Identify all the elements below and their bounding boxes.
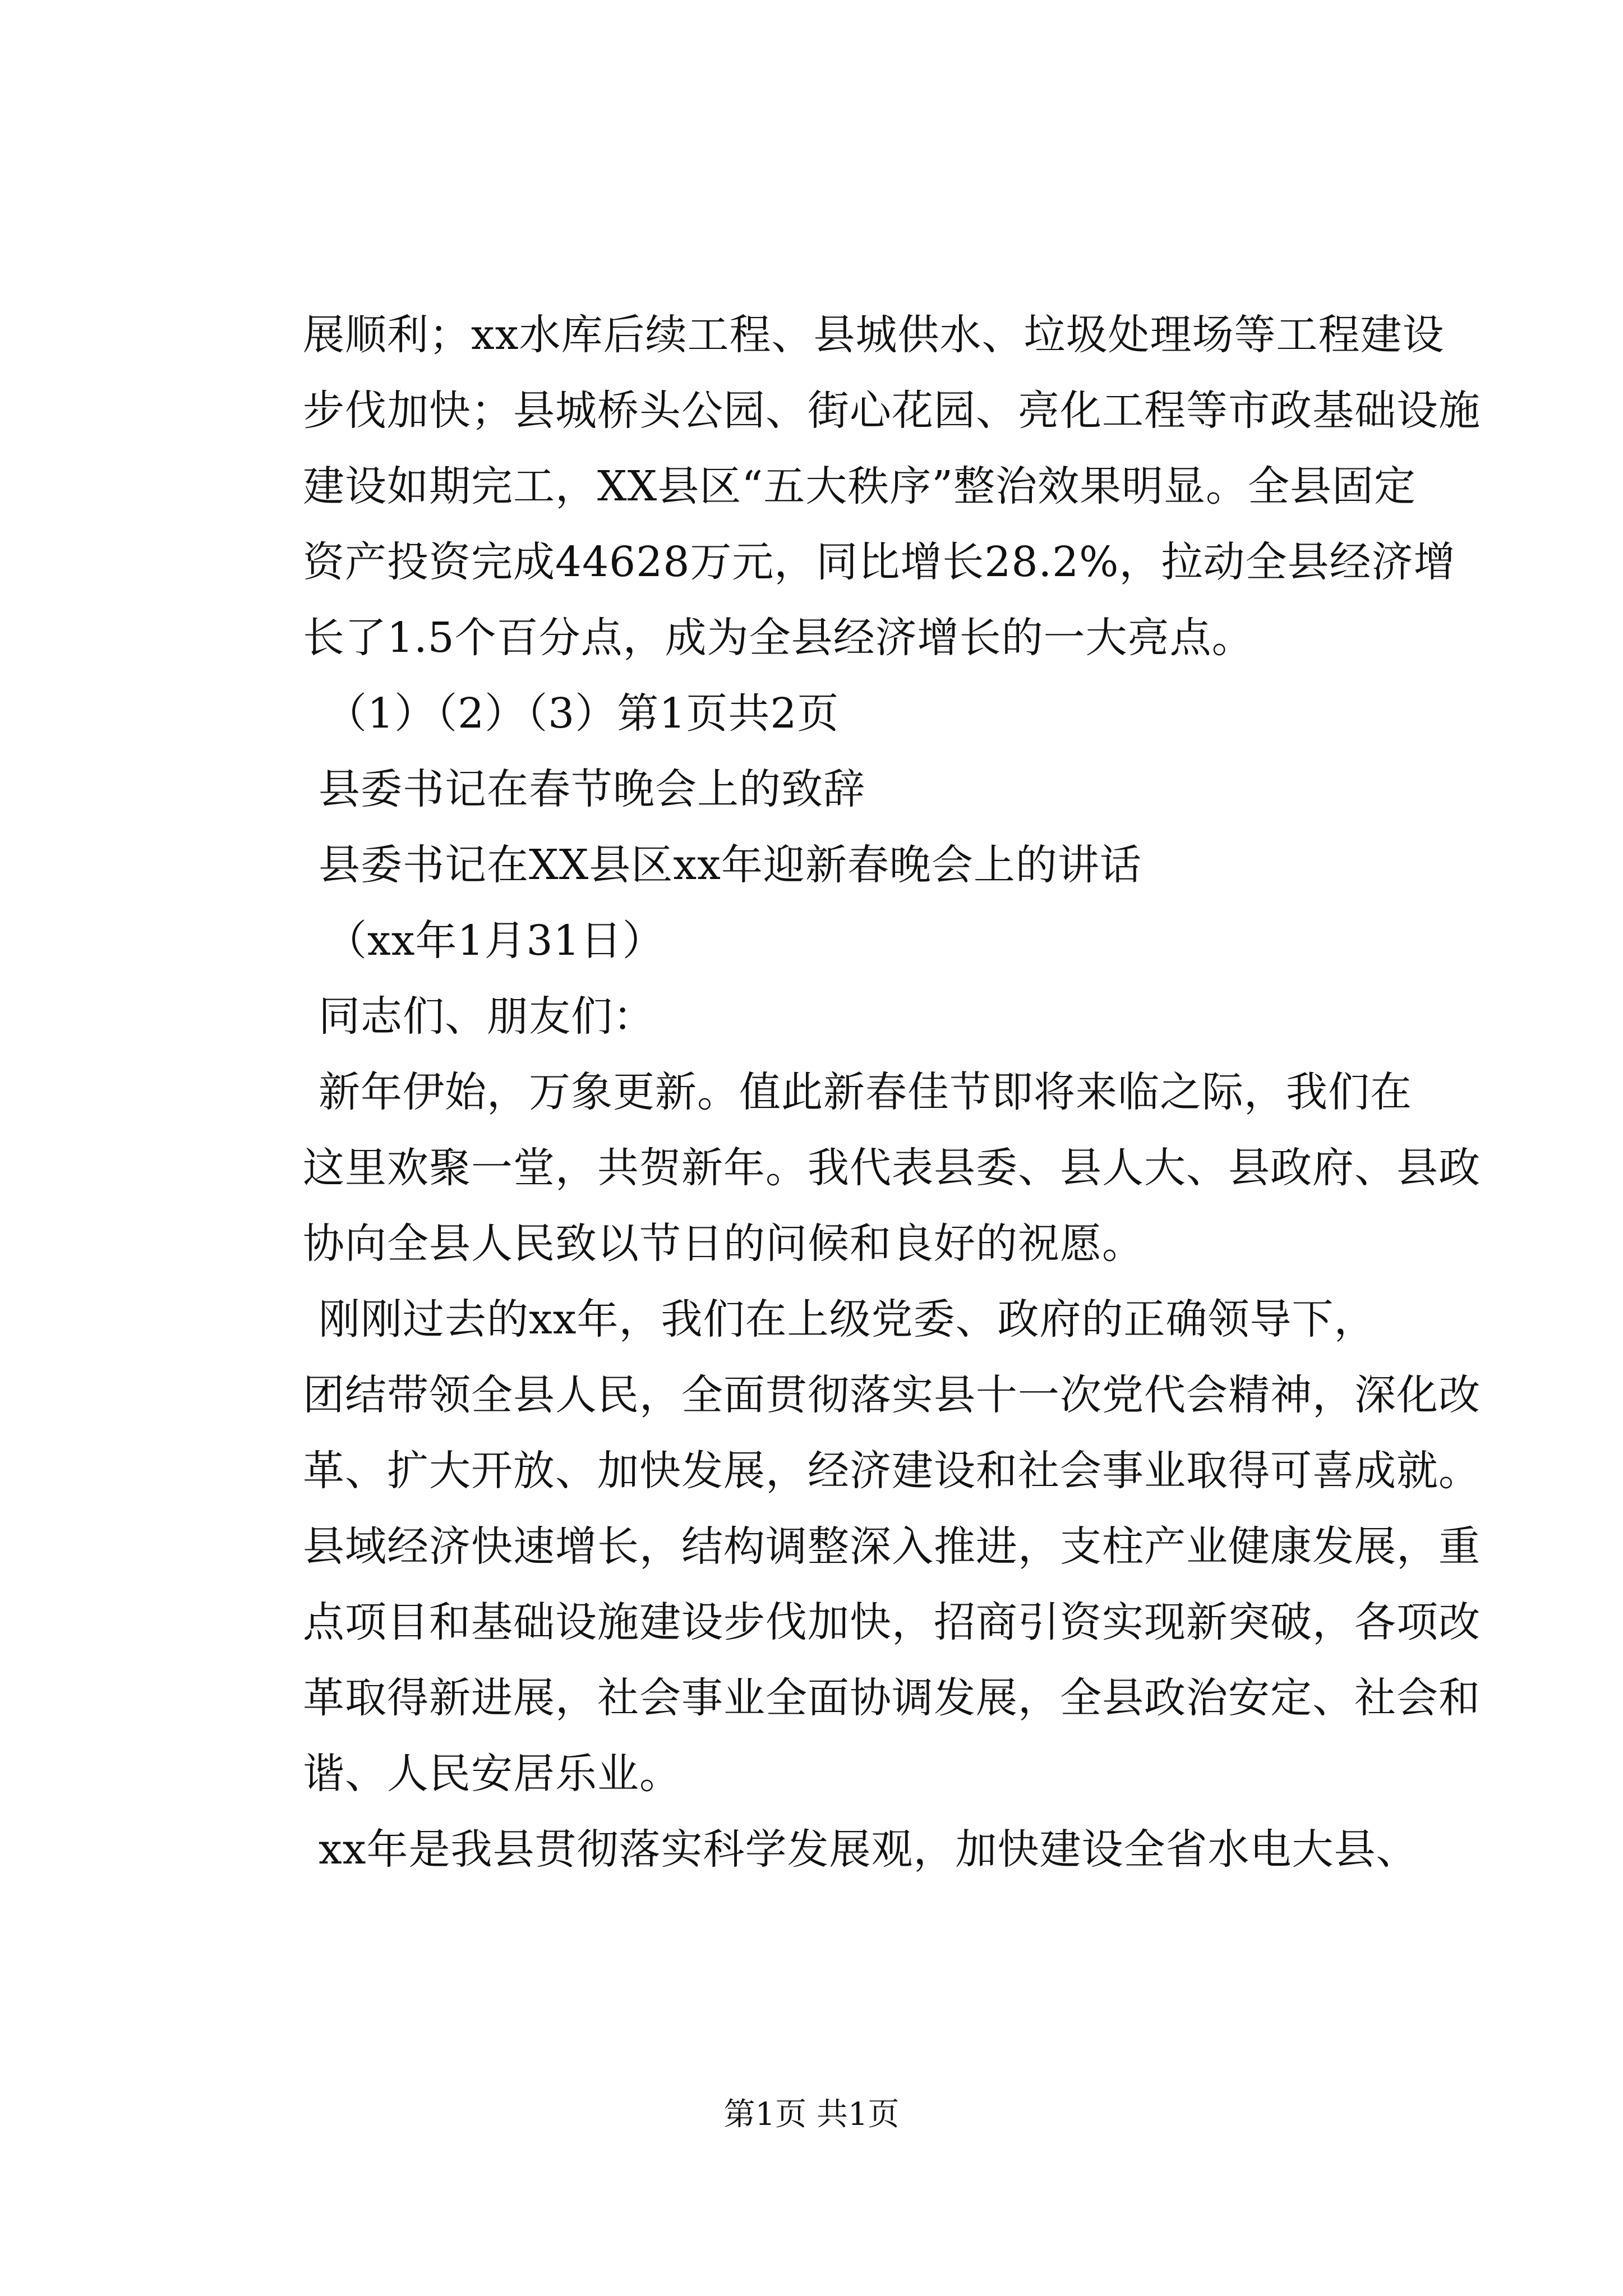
- text-line: 展顺利；xx水库后续工程、县城供水、垃圾处理场等工程建设: [303, 311, 1445, 359]
- paragraph-line: 革取得新进展，社会事业全面协调发展，全县政治安定、社会和: [303, 1674, 1481, 1722]
- speech-title: 县委书记在XX县区xx年迎新春晚会上的讲话: [319, 841, 1142, 889]
- paragraph-line: 团结带领全县人民，全面贯彻落实县十一次党代会精神，深化改: [303, 1371, 1481, 1419]
- text-line: 资产投资完成44628万元，同比增长28.2%，拉动全县经济增: [303, 538, 1456, 586]
- paragraph-line: 县域经济快速增长，结构调整深入推进，支柱产业健康发展，重: [303, 1522, 1481, 1571]
- text-line: 步伐加快；县城桥头公园、街心花园、亮化工程等市政基础设施: [303, 386, 1481, 435]
- paragraph-line: 点项目和基础设施建设步伐加快，招商引资实现新突破，各项改: [303, 1598, 1481, 1646]
- paragraph-line: xx年是我县贯彻落实科学发展观，加快建设全省水电大县、: [319, 1825, 1418, 1874]
- paragraph-line: 谐、人民安居乐业。: [303, 1750, 681, 1798]
- salutation: 同志们、朋友们：: [319, 992, 655, 1041]
- text-line: 长了1.5个百分点，成为全县经济增长的一大亮点。: [303, 614, 1254, 662]
- paragraph-line: 革、扩大开放、加快发展，经济建设和社会事业取得可喜成就。: [303, 1447, 1481, 1495]
- paragraph-line: 刚刚过去的xx年，我们在上级党委、政府的正确领导下，: [319, 1295, 1376, 1343]
- paragraph-line: 协向全县人民致以节日的问候和良好的祝愿。: [303, 1220, 1144, 1268]
- page-marker-line: （1）（2）（3）第1页共2页: [325, 689, 840, 738]
- paragraph-line: 新年伊始，万象更新。值此新春佳节即将来临之际，我们在: [319, 1068, 1412, 1116]
- paragraph-line: 这里欢聚一堂，共贺新年。我代表县委、县人大、县政府、县政: [303, 1144, 1481, 1192]
- speech-date: （xx年1月31日）: [325, 917, 665, 965]
- text-line: 建设如期完工，XX县区“五大秩序”整治效果明显。全县固定: [303, 462, 1417, 510]
- article-title: 县委书记在春节晚会上的致辞: [319, 765, 865, 813]
- document-body: [303, 297, 1481, 1888]
- page-footer: 第1页 共1页: [723, 2096, 900, 2133]
